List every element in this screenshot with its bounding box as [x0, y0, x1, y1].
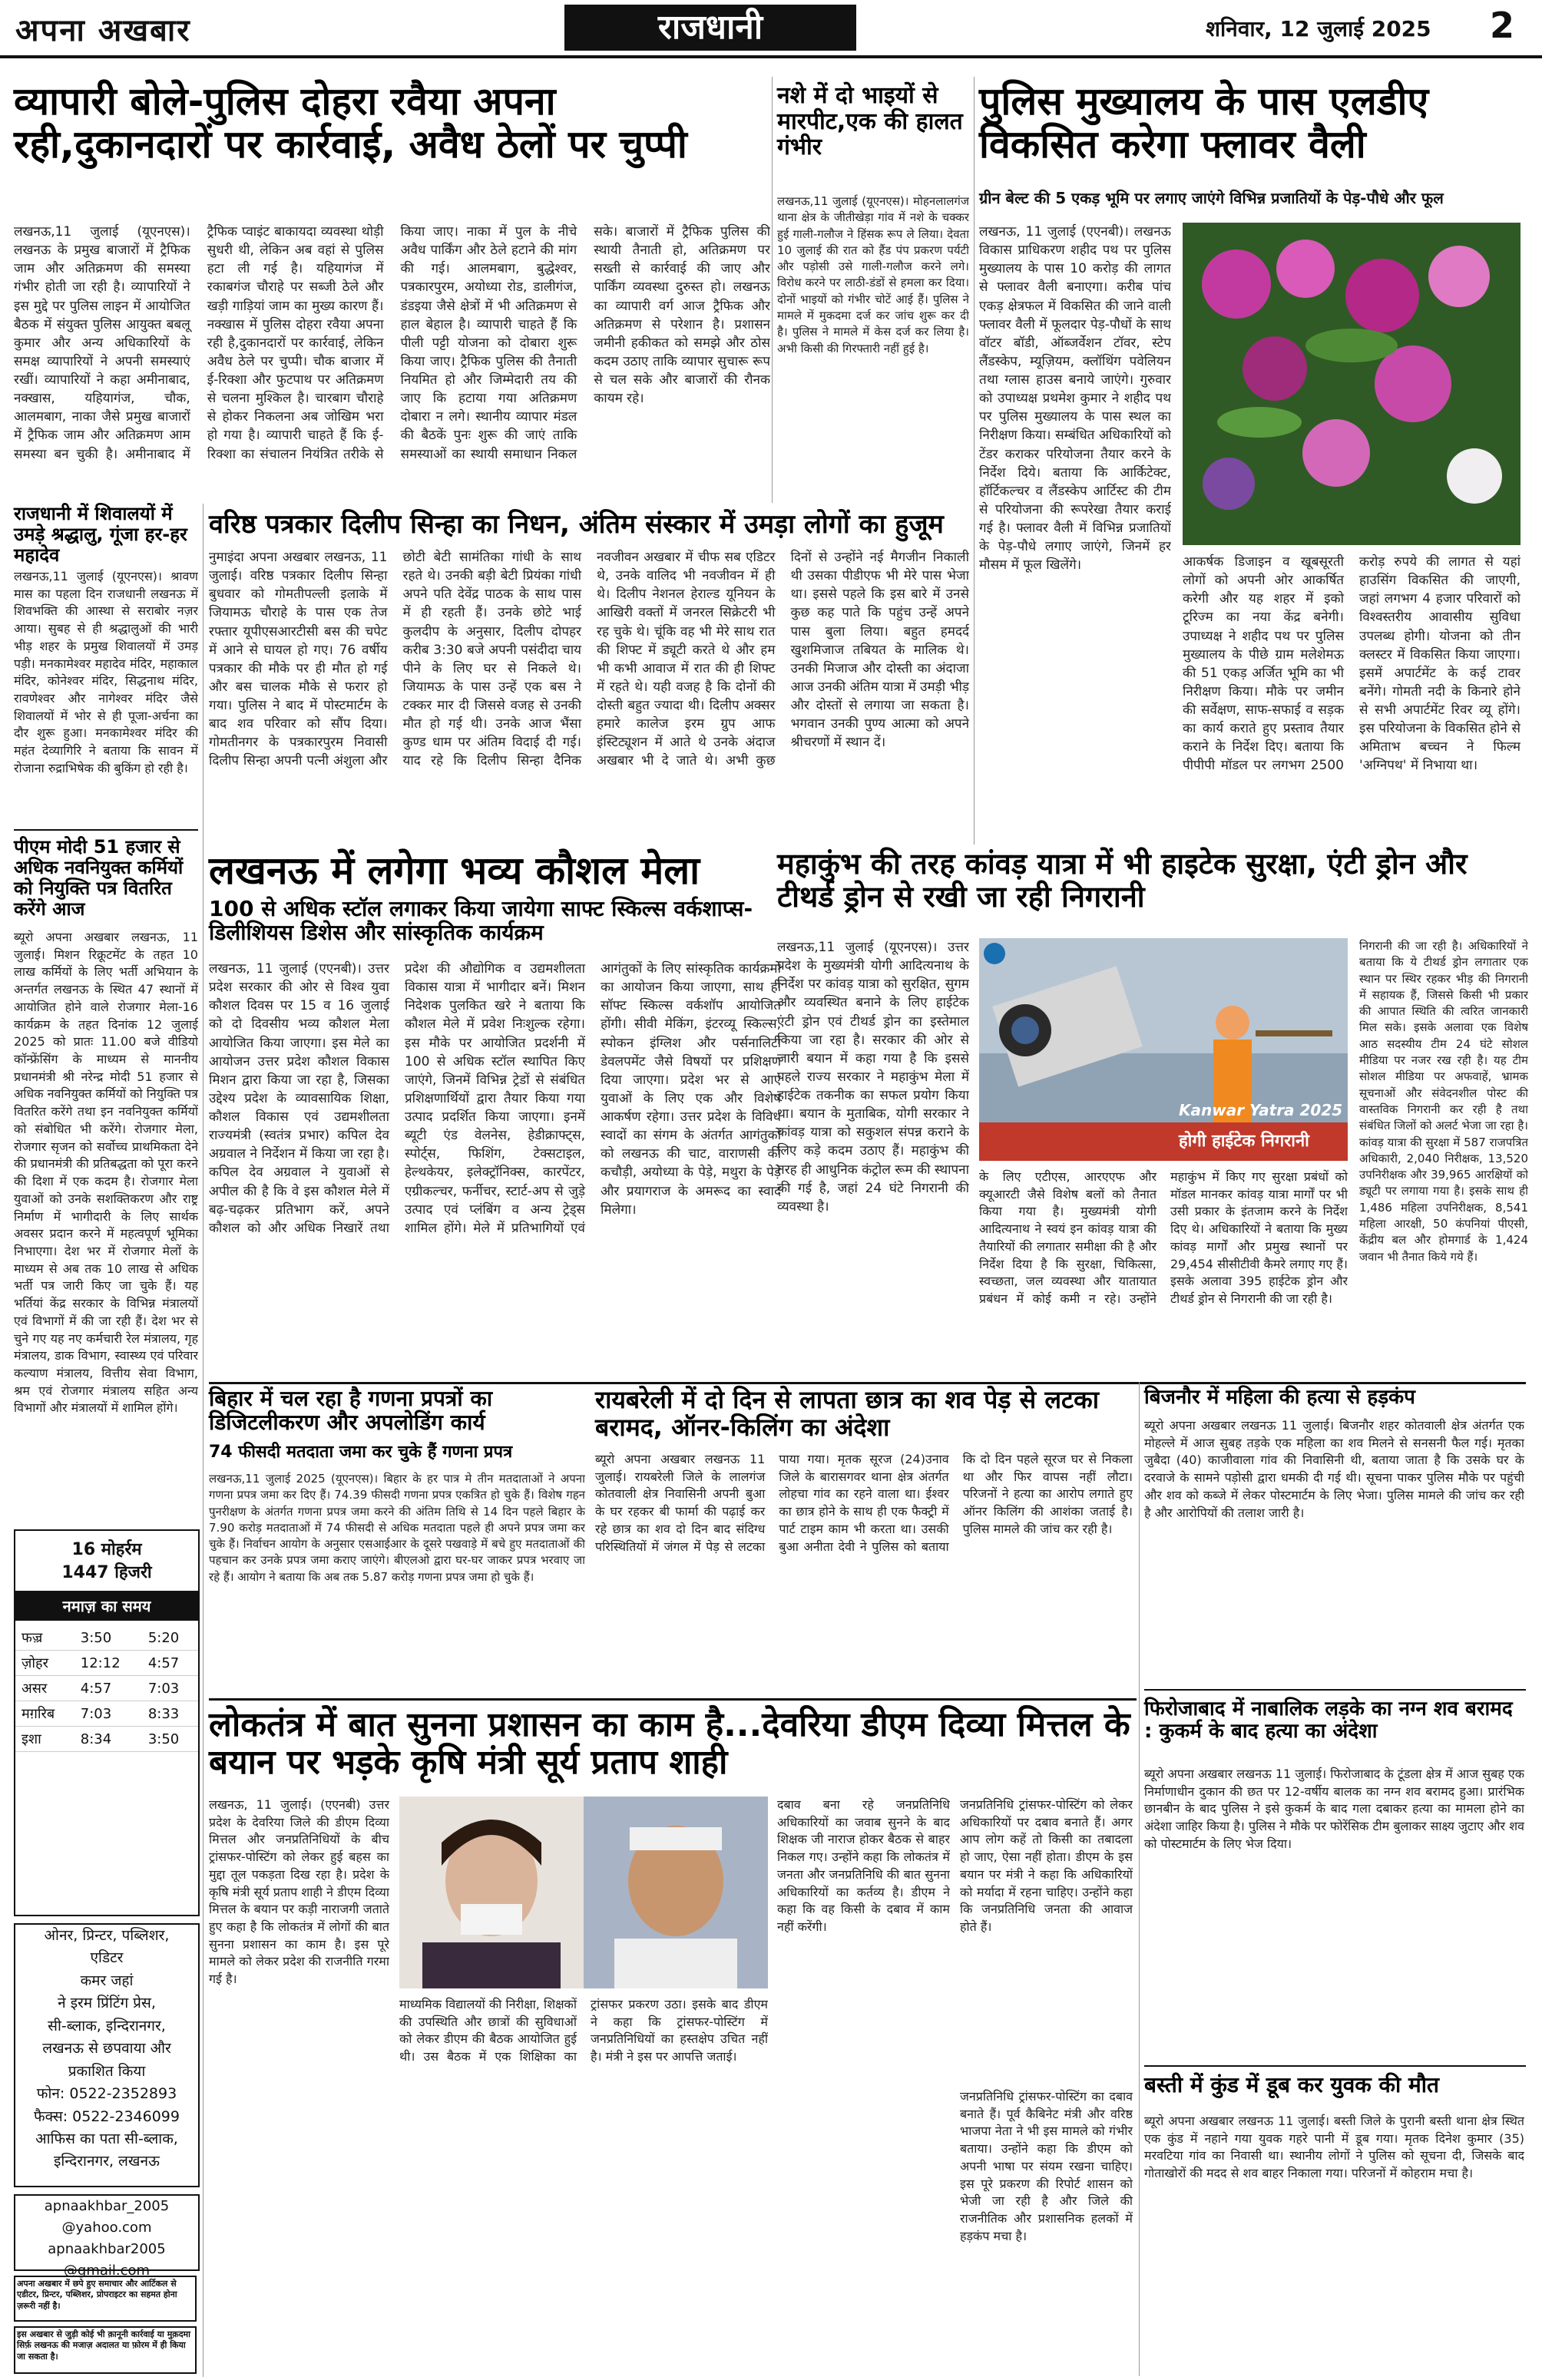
story-10-body: ब्यूरो अपना अखबार लखनऊ 11 जुलाई। रायबरेली जिले के लालगंज कोतवाली क्षेत्र निवासिनी अपनी बुआ के घर रहकर बी फार्मा की पढ़ाई कर रहे छात्र का शव दो दिन बाद संदिग्ध परिस्थितियों में जंगल में पेड़ से लटका पाया गया। मृतक सूरज (24)उनाव जिले के बारासगवर थाना क्षेत्र अंतर्गत लोहचा गांव का रहने वाला था। ईश्वर का छात्र होने के साथ ही एक फैक्ट्री में पार्ट टाइम काम भी करता था। उसकी बुआ अनीता देवी ने पुलिस को बताया कि दो दिन पहले सूरज घर से निकला था और फिर वापस नहीं लौटा। परिजनों ने हत्या का आरोप लगाते हुए ऑनर किलिंग की आशंका जताई है। पुलिस मामले की जांच कर रही है।: [595, 1452, 1133, 1554]
story-14-body-1: लखनऊ, 11 जुलाई। (एएनबी) उत्तर प्रदेश के देवरिया जिले की डीएम दिव्या मित्तल और जनप्रतिनिधियों के बीच ट्रांसफर-पोस्टिंग को लेकर हुई बहस का मुद्दा तूल पकड़ता दिख रहा है। प्रदेश के कृषि मंत्री सूर्य प्रताप शाही ने डीएम दिव्या मित्तल के बयान पर कड़ी नाराजगी जताते हुए कहा है कि लोकतंत्र में लोगों की बात सुनना प्रशासन का काम है। इस पूरे मामले को लेकर प्रदेश की राजनीति गरमा गई है।: [209, 1797, 389, 1987]
namaz-start: 4:57: [74, 1676, 142, 1701]
divider-story-5: [14, 829, 198, 831]
story-12-headline: फिरोजाबाद में नाबालिक लड़के का नग्न शव बरामद : कुकर्म के बाद हत्या का अंदेशा: [1144, 1697, 1513, 1744]
namaz-end: 5:20: [142, 1625, 198, 1651]
email-2-user: apnaakhbar2005: [48, 2240, 166, 2257]
story-11-headline: बिजनौर में महिला की हत्या से हड़कंप: [1144, 1386, 1415, 1409]
imprint-line: ने इरम प्रिंटिंग प्रेस,: [58, 1995, 156, 2012]
story-9-body: लखनऊ,11 जुलाई 2025 (यूएनएस)। बिहार के हर पात्र मे तीन मतदाताओं ने अपना गणना प्रपत्र जमा कर दिए हैं। 74.39 फीसदी गणना प्रपत्र एकत्रित हो चुके हैं। विशेष गहन पुनरीक्षण के अंतर्गत गणना प्रपत्र जमा करने की अंतिम तिथि से 14 दिन पहले बिहार के 7.90 करोड़ मतदाताओं में 74 फीसदी से अधिक मतदाता पहले ही अपने प्रपत्र जमा कर चुके हैं। निर्वाचन आयोग के अनुसार एसआईआर के दूसरे पखवाड़े में बचे हुए मतदाताओं की पहचान कर उनके प्रपत्र जमा कराए जाएंगे। बीएलओ द्वारा घर-घर जाकर प्रपत्र भरवाए जा रहे हैं। आयोग ने बताया कि अब तक 5.87 करोड़ गणना प्रपत्र जमा हो चुके हैं।: [209, 1472, 585, 1584]
column-rule: [974, 77, 975, 845]
story-4-headline: राजधानी में शिवालयों में उमड़े श्रद्धालु, गूंजा हर-हर महादेव: [14, 503, 187, 566]
masthead-brand: अपना अखबार: [15, 13, 191, 48]
story-3-body-2: आकर्षक डिजाइन व खूबसूरती लोगों को अपनी ओर आकर्षित करेगी और यह शहर में इको टूरिज्म का नया केंद्र बनेगी। उपाध्यक्ष ने शहीद पथ पर पुलिस मुख्यालय के पीछे ग्राम मलेशेमऊ की 51 एकड़ अर्जित भूमि का भी निरीक्षण किया। मौके पर जमीन की सर्वेक्षण, साफ-सफाई व सड़क का कार्य कराते हुए प्रस्ताव तैयार कराने के निर्देश दिए। बताया कि पीपीपी मॉडल पर लगभग 2500 करोड़ रुपये की लागत से यहां हाउसिंग विकसित की जाएगी, जहां लगभग 4 हजार परिवारों को विश्वस्तरीय आवासीय सुविधा उपलब्ध होगी। योजना को तीन क्लस्टर में विकसित किया जाएगा। इसमें अपार्टमेंट के कई टावर बनेंगे। गोमती नदी के किनारे होने से सभी अपार्टमेंट रिवर व्यू होंगे। इस परियोजना के विकसित होने से अमिताभ बच्चन ने फिल्म 'अग्निपथ' में निभाया था।: [1183, 554, 1520, 774]
page-number: 2: [1490, 5, 1515, 46]
story-7-headline: लखनऊ में लगेगा भव्य कौशल मेला: [209, 848, 700, 893]
imprint-line: प्रकाशित किया: [68, 2062, 146, 2080]
story-11-body: ब्यूरो अपना अखबार लखनऊ 11 जुलाई। बिजनौर शहर कोतवाली क्षेत्र अंतर्गत एक मोहल्ले में आज सुबह तड़के एक महिला का शव मिलने से सनसनी फैल गई। मृतका जुबैदा (40) काजीवाला गांव की निवासिनी थी, बताया जाता है कि उसके घर के दरवाजे के सामने पड़ोसी द्वारा धमकी दी गई थी। सूचना पाकर पुलिस मौके पर पहुंची और शव को कब्जे में लेकर पोस्टमार्टम के लिए भेजा। पुलिस मामले की जांच कर रही है और आरोपियों की तलाश जारी है।: [1144, 1418, 1524, 1520]
namaz-end: 4:57: [142, 1651, 198, 1676]
divider-mid: [209, 1382, 1526, 1384]
namaz-row: [15, 1651, 198, 1676]
story-14-body-4: जनप्रतिनिधि ट्रांसफर-पोस्टिंग को लेकर अधिकारियों पर दबाव बनाते हैं। अगर आप लोग कहें तो किसी का तबादला हो जाए, ऐसा नहीं होता। डीएम के इस बयान पर मंत्री ने कहा कि अधिकारियों को मर्यादा में रहना चाहिए। उन्होंने कहा कि जनप्रतिनिधि जनता की आवाज होते हैं।: [960, 1797, 1133, 1935]
namaz-start: 8:34: [74, 1727, 142, 1752]
imprint-line: सी-ब्लाक, इन्दिरानगर,: [48, 2017, 166, 2035]
story-6-body: नुमाइंदा अपना अखबार लखनऊ, 11 जुलाई। वरिष्ठ पत्रकार दिलीप सिन्हा बुधवार को गोमतीपल्ली इलाके में जियामऊ चौराहे के पास एक तेज रफ्तार यूपीएसआरटीसी बस की चपेट में आने से घायल हो गए। 76 वर्षीय पत्रकार की मौके पर ही मौत हो गई और बस चालक मौके से फरार हो गया। पुलिस ने बाद में पोस्टमार्टम के बाद शव परिवार को सौंप दिया। गोमतीनगर के पत्रकारपुरम निवासी दिलीप सिन्हा अपनी पत्नी अंशुला और छोटी बेटी सामंतिका गांधी के साथ रहते थे। उनकी बड़ी बेटी प्रियंका गांधी अपने पति देवेंद्र पाठक के साथ पास में ही रहती हैं। उनके छोटे भाई कुलदीप के अनुसार, दिलीप दोपहर करीब 3:30 बजे अपनी पसंदीदा चाय पीने के लिए घर से निकले थे। जियामऊ के पास उन्हें एक बस ने टक्कर मार दी जिससे वजह से उनकी मौत हो गई थी। उनके आज भैंसा कुण्ड धाम पर अंतिम विदाई दी गई। याद रहे कि दिलीप सिन्हा दैनिक नवजीवन अखबार में चीफ सब एडिटर थे, उनके वालिद भी नवजीवन में ही थे। दिलीप नेशनल हेराल्ड यूनियन के आखिरी वक्तों में जनरल सिक्रेटरी भी रह चुके थे। चूंकि वह भी मेरे साथ रात की शिफ्ट में ड्यूटी करते थे और हम भी कभी आवाज में रात की ही शिफ्ट में रहते थे। यही वजह है कि दोनों की दोस्ती बहुत ज्यादा थी। दिलीप अक्सर हमारे कालेज इरम ग्रुप आफ इंस्टिट्यूशन में आते थे उनके अंदाज अखबार भी दे जाते थे। अभी कुछ दिनों से उन्होंने नई मैगजीन निकाली थी उसका पीडीएफ भी मेरे पास भेजा था। इससे पहले कि इस बारे में उनसे कुछ कह पाते कि पहुंच उन्हें अपने पास बुला लिया। बहुत हमदर्द खुशमिजाज तबियत के मालिक थे। उनकी मिजाज और दोस्ती का अंदाजा आज उनकी अंतिम यात्रा में उमड़ी भीड़ और दोस्तों से लगाया जा सकता है। भगवान उनकी पुण्य आत्मा को अपने श्रीचरणों में स्थान दें।: [209, 550, 969, 769]
namaz-name: फज़्र: [15, 1625, 74, 1651]
namaz-table: [15, 1625, 198, 1752]
story-3-headline: पुलिस मुख्यालय के पास एलडीए विकसित करेगा फ्लावर वैली: [979, 79, 1429, 167]
namaz-name: ज़ोहर: [15, 1651, 74, 1676]
namaz-row: [15, 1701, 198, 1727]
photo-banner: होगी हाईटेक निगरानी: [1179, 1132, 1309, 1151]
story-10-headline: रायबरेली में दो दिन से लापता छात्र का शव पेड़ से लटका बरामद, ऑनर-किलिंग का अंदेशा: [595, 1385, 1100, 1442]
story-12-body: ब्यूरो अपना अखबार लखनऊ 11 जुलाई। फिरोजाबाद के टूंडला क्षेत्र में आज सुबह एक निर्माणाधीन दुकान की छत पर 12-वर्षीय बालक का नग्न शव बरामद हुआ। प्रारंभिक छानबीन के बाद पुलिस ने इसे कुकर्म के बाद गला दबाकर हत्या का मामला होने का अंदेशा जाहिर किया है। पुलिस ने मौके पर फोरेंसिक टीम बुलाकर साक्ष्य जुटाए और शव को पोस्टमार्टम के लिए भेज दिया।: [1144, 1767, 1524, 1851]
photo-caption: Kanwar Yatra 2025: [1179, 1101, 1343, 1119]
imprint-box: [14, 1923, 200, 2187]
namaz-name: मग़रिब: [15, 1701, 74, 1727]
story-9-headline: बिहार में चल रहा है गणना प्रपत्रों का डिजिटलीकरण और अपलोडिंग कार्य: [209, 1386, 493, 1436]
divider-story-12: [1144, 1689, 1526, 1691]
column-rule: [203, 504, 204, 2377]
imprint-line: फोन: 0522-2352893: [36, 2085, 177, 2103]
divider-bottom: [209, 1698, 1137, 1701]
story-5-body: ब्यूरो अपना अखबार लखनऊ, 11 जुलाई। मिशन रिक्रूटमेंट के तहत 10 लाख कर्मियों के लिए भर्ती अभियान के अन्तर्गत लखनऊ के स्थित 47 स्थानों में आयोजित होने वाले रोजगार मेला-16 कार्यक्रम के तहत दिनांक 12 जुलाई 2025 को प्रातः 11.00 बजे वीडियो कॉन्फ्रेंसिंग के माध्यम से माननीय प्रधानमंत्री श्री नरेन्द्र मोदी 51 हजार से अधिक नवनियुक्त कर्मियों को नियुक्ति पत्र वितरित करेंगे तथा इन नवनियुक्त कर्मियों को संबोधित भी करेंगे। रोजगार मेला, रोजगार सृजन को सर्वोच्च प्राथमिकता देने की प्रधानमंत्री की प्रतिबद्धता को पूरा करने की दिशा में एक कदम है। रोजगार मेला युवाओं को उनके सशक्तिकरण और राष्ट्र निर्माण में भागीदारी के लिए सार्थक अवसर प्रदान करने में महत्वपूर्ण भूमिका निभाएगा। देश भर में रोजगार मेलों के माध्यम से अब तक 10 लाख से अधिक भर्ती पत्र जारी किए जा चुके हैं। यह भर्तियां केंद्र सरकार के विभिन्न मंत्रालयों एवं विभागों में की जा रही हैं। देश भर से चुने गए यह नए कर्मचारी रेल मंत्रालय, गृह मंत्रालय, डाक विभाग, स्वास्थ्य एवं परिवार कल्याण मंत्रालय, वित्तीय सेवा विभाग, श्रम एवं रोजगार मंत्रालय सहित अन्य विभागों और मंत्रालयों में शामिल होंगे।: [14, 930, 198, 1416]
namaz-row: [15, 1727, 198, 1752]
email-2-domain: @gmail.com: [63, 2262, 151, 2279]
kanwar-photo: [979, 938, 1348, 1161]
namaz-name: असर: [15, 1676, 74, 1701]
namaz-box: [14, 1529, 200, 1916]
namaz-name: इशा: [15, 1727, 74, 1752]
story-2-headline: नशे में दो भाइयों से मारपीट,एक की हालत गंभीर: [777, 82, 963, 161]
jurisdiction-notice: इस अखबार से जुड़ी कोई भी क़ानूनी कार्रवाई या मुक़दमा सिर्फ़ लखनऊ की मजाज़ अदालत या फ़ोरम में ही किया जा सकता है।: [14, 2326, 197, 2374]
email-1-user: apnaakhbar_2005: [44, 2198, 170, 2214]
story-3-body-1: लखनऊ, 11 जुलाई (एएनबी)। लखनऊ विकास प्राधिकरण शहीद पथ पर पुलिस मुख्यालय के पास 10 करोड़ की लागत से फ्लावर वैली बनाएगा। करीब पांच एकड़ क्षेत्रफल में विकसित की जाने वाली फ्लावर वैली में फूलदार पेड़-पौधों के साथ वॉटर बॉडी, ऑब्जर्वेशन टॉवर, स्टेप लैंडस्केप, म्यूज़ियम, क्लॉथिंग पवेलियन तथा ग्लास हाउस बनाये जाएंगे। गुरुवार को उपाध्यक्ष प्रथमेश कुमार ने शहीद पथ पर पुलिस मुख्यालय के पास स्थल का निरीक्षण किया। सम्बंधित अधिकारियों को टेंडर कराकर परियोजना तैयार करने के निर्देश दिये। बताया कि आर्किटेक्ट, हॉर्टिकल्चर व लैंडस्केप आर्टिस्ट की टीम से परियोजना की रूपरेखा तैयार कराई गई है। फ्लावर वैली में विभिन्न प्रजातियों के पेड़-पौधे लगाए जाएंगे, जिनमें हर मौसम में फूल खिलेंगे।: [979, 224, 1171, 574]
flower-photo: [1183, 223, 1520, 545]
namaz-end: 7:03: [142, 1676, 198, 1701]
email-1-domain: @yahoo.com: [61, 2219, 152, 2236]
hijri-date-2: 1447 हिजरी: [61, 1563, 152, 1582]
story-14-headline: लोकतंत्र में बात सुनना प्रशासन का काम है...देवरिया डीएम दिव्या मित्तल के बयान पर भड़के कृषि मंत्री सूर्य प्रताप शाही: [209, 1705, 1130, 1783]
story-4-body: लखनऊ,11 जुलाई (यूएनएस)। श्रावण मास का पहला दिन राजधानी लखनऊ में शिवभक्ति की आस्था से सराबोर नज़र आया। सुबह से ही श्रद्धालुओं की भारी भीड़ शहर के प्रमुख शिवालयों में उमड़ पड़ी। मनकामेश्वर महादेव मंदिर, महाकाल मंदिर, कोनेश्वर मंदिर, सिद्धनाथ मंदिर, रावणेश्वर और नागेश्वर मंदिर जैसे शिवालयों में भोर से ही पूजा-अर्चना का दौर शुरू हुआ। मनकामेश्वर मंदिर की महंत देव्यागिरि ने बताया कि सावन में रोजाना रुद्राभिषेक की बुकिंग हो रही है।: [14, 569, 198, 775]
imprint-line: लखनऊ से छपवाया और: [42, 2040, 171, 2058]
story-5-headline: पीएम मोदी 51 हजार से अधिक नवनियुक्त कर्मियों को नियुक्ति पत्र वितरित करेंगे आज: [14, 836, 184, 920]
leaders-photo: [399, 1797, 768, 1988]
imprint-line: एडिटर: [90, 1949, 124, 1967]
imprint-line: ओनर, प्रिन्टर, पब्लिशर,: [44, 1927, 170, 1944]
namaz-end: 8:33: [142, 1701, 198, 1727]
story-1-headline: व्यापारी बोले-पुलिस दोहरा रवैया अपना रही,दुकानदारों पर कार्रवाई, अवैध ठेलों पर चुप्पी: [14, 79, 687, 167]
imprint-line: आफिस का पता सी-ब्लाक,: [35, 2130, 178, 2147]
email-box: [14, 2194, 200, 2279]
namaz-row: [15, 1625, 198, 1651]
story-14-body-5: जनप्रतिनिधि ट्रांसफर-पोस्टिंग का दबाव बनाते हैं। पूर्व कैबिनेट मंत्री और वरिष्ठ भाजपा नेता ने भी इस मामले को गंभीर बताया। उन्होंने कहा कि डीएम को अपनी भाषा पर संयम रखना चाहिए। इस पूरे प्रकरण की रिपोर्ट शासन को भेजी जा रही है और जिले की राजनीतिक और प्रशासनिक हलकों में हड़कंप मचा है।: [960, 2089, 1133, 2243]
divider-story-13: [1144, 2065, 1526, 2067]
namaz-start: 7:03: [74, 1701, 142, 1727]
story-13-body: ब्यूरो अपना अखबार लखनऊ 11 जुलाई। बस्ती जिले के पुरानी बस्ती थाना क्षेत्र स्थित एक कुंड में नहाने गया युवक गहरे पानी में डूब गया। मृतक दिनेश कुमार (35) मरवटिया गांव का निवासी था। स्थानीय लोगों ने पुलिस को सूचना दी, जिसके बाद गोताखोरों की मदद से शव बाहर निकाला गया। परिजनों में कोहराम मचा है।: [1144, 2114, 1524, 2181]
namaz-end: 3:50: [142, 1727, 198, 1752]
imprint-line: कमर जहां: [80, 1972, 134, 1989]
story-8-body-2: के लिए एटीएस, आरएएफ और क्यूआरटी जैसे विशेष बलों को तैनात किया गया है। मुख्यमंत्री योगी आदित्यनाथ ने स्वयं इन कांवड़ यात्रा की तैयारियों की लगातार समीक्षा की है और निर्देश दिया है कि सुरक्षा, चिकित्सा, स्वच्छता, जल व्यवस्था और यातायात प्रबंधन में कोई कमी न रहे। उन्होंने महाकुंभ में किए गए सुरक्षा प्रबंधों को मॉडल मानकर कांवड़ यात्रा मार्गों पर भी उसी प्रकार के इंतजाम करने के निर्देश दिए थे। अधिकारियों ने बताया कि मुख्य कांवड़ मार्गों और प्रमुख स्थानों पर 29,454 सीसीटीवी कैमरे लगाए गए हैं। इसके अलावा 395 हाईटेक ड्रोन और टीथर्ड ड्रोन से निगरानी की जा रही है।: [979, 1169, 1348, 1307]
story-1-body: लखनऊ,11 जुलाई (यूएनएस)। लखनऊ के प्रमुख बाजारों में ट्रैफिक जाम और अतिक्रमण की समस्या गंभीर होती जा रही है। व्यापारियों ने इस मुद्दे पर पुलिस लाइन में आयोजित बैठक में संयुक्त पुलिस आयुक्त बबलू कुमार और अन्य अधिकारियों के समक्ष व्यापारियों ने अपनी समस्याएं रखीं। व्यापारियों ने कहा अमीनाबाद, नक्खास, यहियागंज, चौक, आलमबाग, नाका जैसे प्रमुख बाजारों में ट्रैफिक जाम और अतिक्रमण आम समस्या बन चुकी है। अमीनाबाद में ट्रैफिक प्वाइंट बाकायदा व्यवस्था थोड़ी सुधरी थी, लेकिन अब वहां से पुलिस हटा ली गई है। यहियागंज में रकाबगंज चौराहे पर सब्जी ठेले और खड़ी गाड़ियां जाम का मुख्य कारण हैं। नक्खास में पुलिस दोहरा रवैया अपना रही है,दुकानदारों पर कार्रवाई, लेकिन अवैध ठेले पर चुप्पी। चौक बाजार में ई-रिक्शा और फुटपाथ पर अतिक्रमण से चलना मुश्किल है। चारबाग चौराहे से होकर निकलना अब जोखिम भरा हो गया है। व्यापारी चाहते हैं कि ई-रिक्शा का संचालन नियंत्रित तरीके से किया जाए। नाका में पुल के नीचे अवैध पार्किंग और ठेले हटाने की मांग की गई। आलमबाग, बुद्धेश्वर, पत्रकारपुरम, अयोध्या रोड, डालीगंज, डंडइया जैसे क्षेत्रों में भी अतिक्रमण से हाल बेहाल है। व्यापारी चाहते हैं कि पीली पट्टी योजना को दोबारा शुरू किया जाए। ट्रैफिक पुलिस की तैनाती नियमित हो और जिम्मेदारी तय की जाए कि हटाया गया अतिक्रमण दोबारा न लगे। स्थानीय व्यापार मंडल की बैठकें पुनः शुरू की जाएं ताकि समस्याओं का स्थायी समाधान निकल सके। बाजारों में ट्रैफिक पुलिस की स्थायी तैनाती हो, अतिक्रमण पर सख्ती से कार्रवाई की जाए और पार्किंग व्यवस्था दुरुस्त हो। लखनऊ का व्यापारी वर्ग आज ट्रैफिक और अतिक्रमण से परेशान है। प्रशासन जमीनी हकीकत को समझे और ठोस कदम उठाए ताकि व्यापार सुचारू रूप से चल सके और बाजारों की रौनक कायम रहे।: [14, 224, 770, 462]
disclaimer-notice: अपना अखबार में छपे हुए समाचार और आर्टिकल से एडीटर, प्रिन्टर, पब्लिशर, प्रोपराइटर का सहमत होना ज़रूरी नहीं है।: [14, 2276, 197, 2322]
story-8-body-1: लखनऊ,11 जुलाई (यूएनएस)। उत्तर प्रदेश के मुख्यमंत्री योगी आदित्यनाथ के निर्देश पर कांवड़ यात्रा को सुरक्षित, सुगम और व्यवस्थित बनाने के लिए हाईटेक एंटी ड्रोन एवं टीथर्ड ड्रोन का इस्तेमाल किया जा रहा है। सरकार की ओर से जारी बयान में कहा गया है कि इससे पहले राज्य सरकार ने महाकुंभ मेला में हाईटेक तकनीक का सफल प्रयोग किया था। बयान के मुताबिक, योगी सरकार ने कांवड़ यात्रा को सकुशल संपन्न कराने के लिए कड़े कदम उठाए हैं। महाकुंभ की तरह ही आधुनिक कंट्रोल रूम की स्थापना की गई है, जहां 24 घंटे निगरानी की व्यवस्था है।: [777, 940, 969, 1215]
hijri-date-1: 16 मोहर्रम: [71, 1540, 142, 1559]
story-7-subhead: 100 से अधिक स्टॉल लगाकर किया जायेगा साफ्ट स्किल्स वर्कशाप्स-डिलीशियस डिशेस और सांस्कृतिक कार्यक्रम: [209, 896, 753, 946]
story-8-headline: महाकुंभ की तरह कांवड़ यात्रा में भी हाइटेक सुरक्षा, एंटी ड्रोन और टीथर्ड ड्रोन से रखी जा रही निगरानी: [777, 847, 1468, 914]
namaz-title: नमाज़ का समय: [15, 1591, 198, 1621]
column-rule: [772, 77, 773, 503]
imprint-line: फैक्स: 0522-2346099: [33, 2107, 180, 2125]
story-14-body-3: दबाव बना रहे जनप्रतिनिधि अधिकारियों का जवाब सुनने के बाद शिक्षक जी नाराज होकर बैठक से बाहर निकल गए। उन्होंने कहा कि लोकतंत्र में जनता और जनप्रतिनिधि की बात सुनना अधिकारियों का कर्तव्य है। डीएम ने कहा कि वह किसी के दबाव में काम नहीं करेंगी।: [777, 1797, 950, 1935]
story-2-body: लखनऊ,11 जुलाई (यूएनएस)। मोहनलालगंज थाना क्षेत्र के जीतीखेड़ा गांव में नशे के चक्कर हुई गाली-गलौज ने हिंसक रूप ले लिया। देवता 10 जुलाई की रात को हैंड पंप प्रकरण पर्यटी और पड़ोसी उसे गाली-गलौज करने लगे। विरोध करने पर लाठी-डंडों से हमला कर दिया। दोनों भाइयों को गंभीर चोटें आई हैं। पुलिस ने मामले में मुकदमा दर्ज कर जांच शुरू कर दी है। पुलिस ने मामले में केस दर्ज कर लिया है। अभी किसी की गिरफ्तारी नहीं हुई है।: [777, 194, 969, 355]
namaz-start: 12:12: [74, 1651, 142, 1676]
section-title: राजधानी: [564, 5, 856, 51]
masthead: [0, 0, 1542, 58]
issue-date: शनिवार, 12 जुलाई 2025: [1206, 16, 1431, 41]
story-3-subhead: ग्रीन बेल्ट की 5 एकड़ भूमि पर लगाए जाएंगे विभिन्न प्रजातियों के पेड़-पौधे और फूल: [979, 189, 1444, 207]
column-rule: [1139, 1382, 1140, 2376]
imprint-line: इन्दिरानगर, लखनऊ: [54, 2153, 160, 2170]
namaz-start: 3:50: [74, 1625, 142, 1651]
story-7-body: लखनऊ, 11 जुलाई (एएनबी)। उत्तर प्रदेश सरकार की ओर से विश्व युवा कौशल दिवस पर 15 व 16 जुलाई को दो दिवसीय भव्य कौशल मेला आयोजित किया जाएगा। इस मेले का आयोजन उत्तर प्रदेश कौशल विकास मिशन द्वारा किया जा रहा है, जिसका उद्देश्य प्रदेश के व्यावसायिक शिक्षा, कौशल विकास एवं उद्यमशीलता राज्यमंत्री (स्वतंत्र प्रभार) कपिल देव अग्रवाल ने निर्देशन में किया जा रहा है। कपिल देव अग्रवाल ने युवाओं से अपील की है कि वे इस कौशल मेले में बढ़-चढ़कर प्रतिभाग करें, अपने कौशल को और अधिक निखारें तथा प्रदेश की औद्योगिक व उद्यमशीलता विकास यात्रा में भागीदार बनें। मिशन निदेशक पुलकित खरे ने बताया कि कौशल मेले में प्रवेश निःशुल्क रहेगा। इस मौके पर आयोजित प्रदर्शनी में 100 से अधिक स्टॉल स्थापित किए जाएंगे, जिनमें विभिन्न ट्रेडों से संबंधित प्रशिक्षणार्थियों द्वारा तैयार किया गया उत्पाद प्रदर्शित किया जाएगा। इनमें ब्यूटी एंड वेलनेस, हेडीक्राफ्ट्स, स्पोर्ट्स, फिशिंग, टेक्सटाइल, हेल्थकेयर, इलेक्ट्रॉनिक्स, कारपेंटर, एग्रीकल्चर, फर्नीचर, स्टार्ट-अप से जुड़े उत्पाद एवं प्लंबिंग व अन्य ट्रेड्स शामिल होंगे। मेले में प्रतिभागियों एवं आगंतुकों के लिए सांस्कृतिक कार्यक्रमों का आयोजन किया जाएगा, साथ ही सॉफ्ट स्किल्स वर्कशॉप आयोजित होंगी। सीवी मेकिंग, इंटरव्यू स्किल्स, स्पोकन इंग्लिश और पर्सनालिटी डेवलपमेंट जैसे विषयों पर प्रशिक्षण दिया जाएगा। प्रदेश भर से आए युवाओं के लिए एक और विशेष आकर्षण रहेगा। उत्तर प्रदेश के विविध स्वादों का संगम के अंतर्गत आगंतुकों को लखनऊ की चाट, वाराणसी की कचौड़ी, अयोध्या के पेड़े, मथुरा के पेड़े और प्रयागराज के अमरूद का स्वाद मिलेगा।: [209, 961, 781, 1236]
namaz-row: [15, 1676, 198, 1701]
story-9-subhead: 74 फीसदी मतदाता जमा कर चुके हैं गणना प्रपत्र: [209, 1443, 513, 1462]
story-13-headline: बस्ती में कुंड में डूब कर युवक की मौत: [1144, 2072, 1439, 2097]
story-8-body-3: निगरानी की जा रही है। अधिकारियों ने बताया कि ये टीथर्ड ड्रोन लगातार एक स्थान पर स्थिर रहकर भीड़ की निगरानी में सहायक हैं, जिससे किसी भी प्रकार की आपात स्थिति की त्वरित जानकारी मिल सके। इसके अलावा एक विशेष आठ सदस्यीय टीम 24 घंटे सोशल मीडिया पर नजर रख रही है। यह टीम सोशल मीडिया पर अफवाहें, भ्रामक सूचनाओं और संवेदनशील पोस्ट की वास्तविक निगरानी कर रही है तथा संबंधित जिलों को अलर्ट भेजा जा रहा है। कांवड़ यात्रा की सुरक्षा में 587 राजपत्रित अधिकारी, 2,040 निरीक्षक, 13,520 उपनिरीक्षक और 39,965 आरक्षियों को ड्यूटी पर लगाया गया है। इसके साथ ही 1,486 महिला उपनिरीक्षक, 8,541 महिला आरक्षी, 50 कंपनियां पीएसी, केंद्रीय बल और होमगार्ड के 1,424 जवान भी तैनात किये गये हैं।: [1359, 939, 1528, 1264]
story-14-body-2: माध्यमिक विद्यालयों की निरीक्षा, शिक्षकों की उपस्थिति और छात्रों की सुविधाओं को लेकर डीएम की बैठक आयोजित हुई थी। उस बैठक में एक शिक्षिका का ट्रांसफर प्रकरण उठा। इसके बाद डीएम ने कहा कि ट्रांसफर-पोस्टिंग में जनप्रतिनिधियों का हस्तक्षेप उचित नहीं है। मंत्री ने इस पर आपत्ति जताई।: [399, 1997, 768, 2064]
story-6-headline: वरिष्ठ पत्रकार दिलीप सिन्हा का निधन, अंतिम संस्कार में उमड़ा लोगों का हुजूम: [209, 509, 944, 540]
